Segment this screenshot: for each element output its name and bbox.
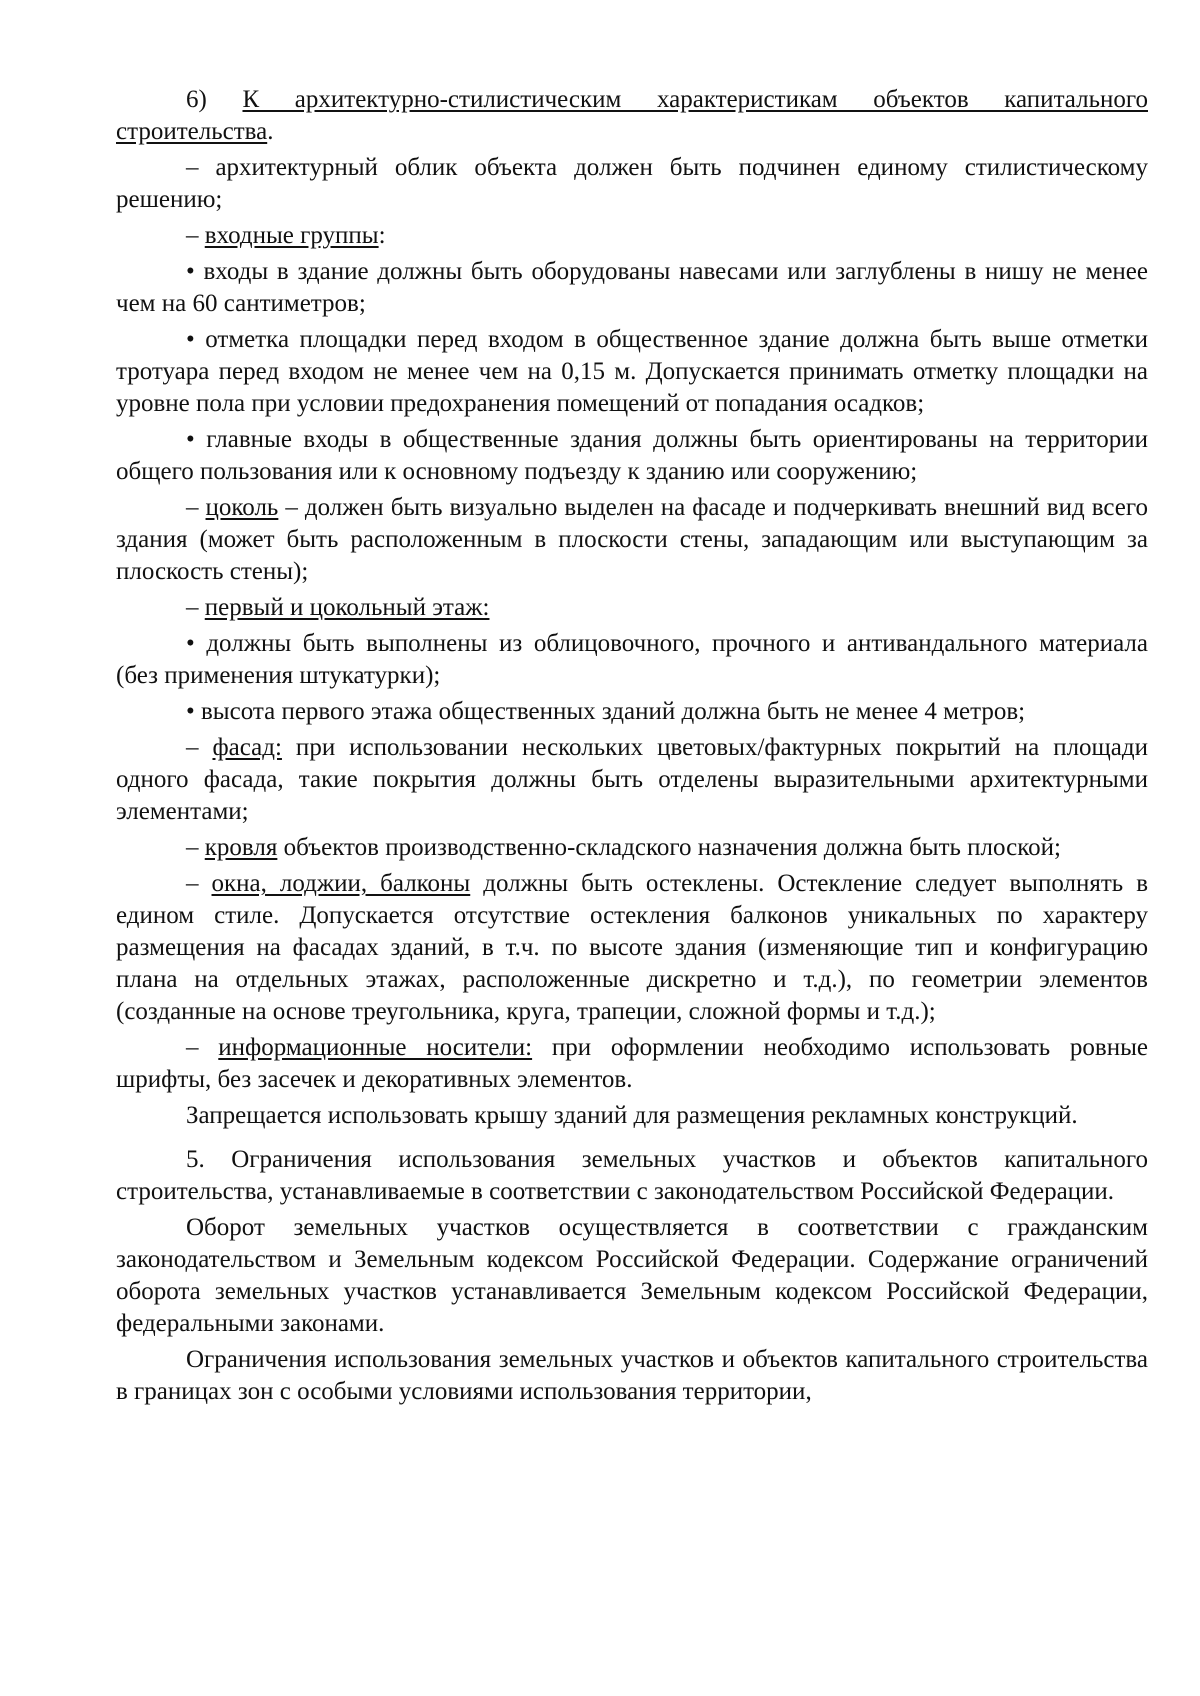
bullet-cladding-material: • должны быть выполнены из облицовочного, прочного и антивандального материала (без применения штукатурки); xyxy=(116,630,1148,689)
underlined-term: информационные носители: xyxy=(218,1034,533,1061)
paragraph-entrance-groups: – входные группы: xyxy=(186,222,386,249)
paragraph-roof: – кровля объектов производственно-складского назначения должна быть плоской; xyxy=(186,834,1061,861)
section-5-heading: 5. Ограничения использования земельных участков и объектов капитального строительства, устанавливаемые в соответствии с законодательством Российской Федерации. xyxy=(116,1146,1148,1205)
underlined-term: входные группы xyxy=(204,222,379,249)
paragraph-appearance: – архитектурный облик объекта должен быть подчинен единому стилистическому решению; xyxy=(116,154,1148,213)
bullet-platform-level: • отметка площадки перед входом в общественное здание должна быть выше отметки тротуара перед входом не менее чем на 0,15 м. Допускается принимать отметку площадки на уровне пола при условии предохранения помещений от попадания осадков; xyxy=(116,326,1148,417)
bullet-floor-height: • высота первого этажа общественных зданий должна быть не менее 4 метров; xyxy=(186,698,1026,725)
bullet-main-entrances: • главные входы в общественные здания должны быть ориентированы на территории общего пользования или к основному подъезду к зданию или сооружению; xyxy=(116,426,1148,485)
paragraph-roof-advertising-ban: Запрещается использовать крышу зданий для размещения рекламных конструкций. xyxy=(186,1102,1078,1129)
paragraph-special-zones: Ограничения использования земельных участков и объектов капитального строительства в границах зон с особыми условиями использования территории, xyxy=(116,1346,1148,1405)
underlined-term: цоколь xyxy=(205,494,279,521)
underlined-term: окна, лоджии, балконы xyxy=(211,870,471,897)
paragraph-windows-balconies: – окна, лоджии, балконы должны быть остеклены. Остекление следует выполнять в едином стиле. Допускается отсутствие остекления балконов уникальных по характеру размещения на фасадах зданий, в т.ч. по высоте здания (изменяющие тип и конфигурацию плана на отдельных этажах, расположенные дискретно и т.д.), по геометрии элементов (созданные на основе треугольника, круга, трапеции, сложной формы и т.д.); xyxy=(116,870,1148,1025)
underlined-term: фасад: xyxy=(212,734,282,761)
document-body xyxy=(116,84,1148,1408)
underlined-term: кровля xyxy=(204,834,278,861)
paragraph-land-turnover: Оборот земельных участков осуществляется в соответствии с гражданским законодательством и Земельным кодексом Российской Федерации. Содержание ограничений оборота земельных участков устанавливается Земельным кодексом Российской Федерации, федеральными законами. xyxy=(116,1214,1148,1337)
underlined-term: первый и цокольный этаж: xyxy=(204,594,490,621)
underlined-heading: К архитектурно-стилистическим характеристикам объектов капитального строительства xyxy=(116,86,1148,145)
paragraph-ground-floor: – первый и цокольный этаж: xyxy=(186,594,490,621)
paragraph-information-carriers: – информационные носители: при оформлении необходимо использовать ровные шрифты, без засечек и декоративных элементов. xyxy=(116,1034,1149,1093)
bullet-entrances-canopies: • входы в здание должны быть оборудованы навесами или заглублены в нишу не менее чем на 60 сантиметров; xyxy=(116,258,1148,317)
paragraph-architectural-characteristics: 6) К архитектурно-стилистическим характеристикам объектов капитального строительства. xyxy=(116,86,1148,145)
paragraph-plinth: – цоколь – должен быть визуально выделен на фасаде и подчеркивать внешний вид всего здания (может быть расположенным в плоскости стены, западающим или выступающим за плоскость стены); xyxy=(116,494,1149,585)
paragraph-facade: – фасад: при использовании нескольких цветовых/фактурных покрытий на площади одного фасада, такие покрытия должны быть отделены выразительными архитектурными элементами; xyxy=(116,734,1148,825)
